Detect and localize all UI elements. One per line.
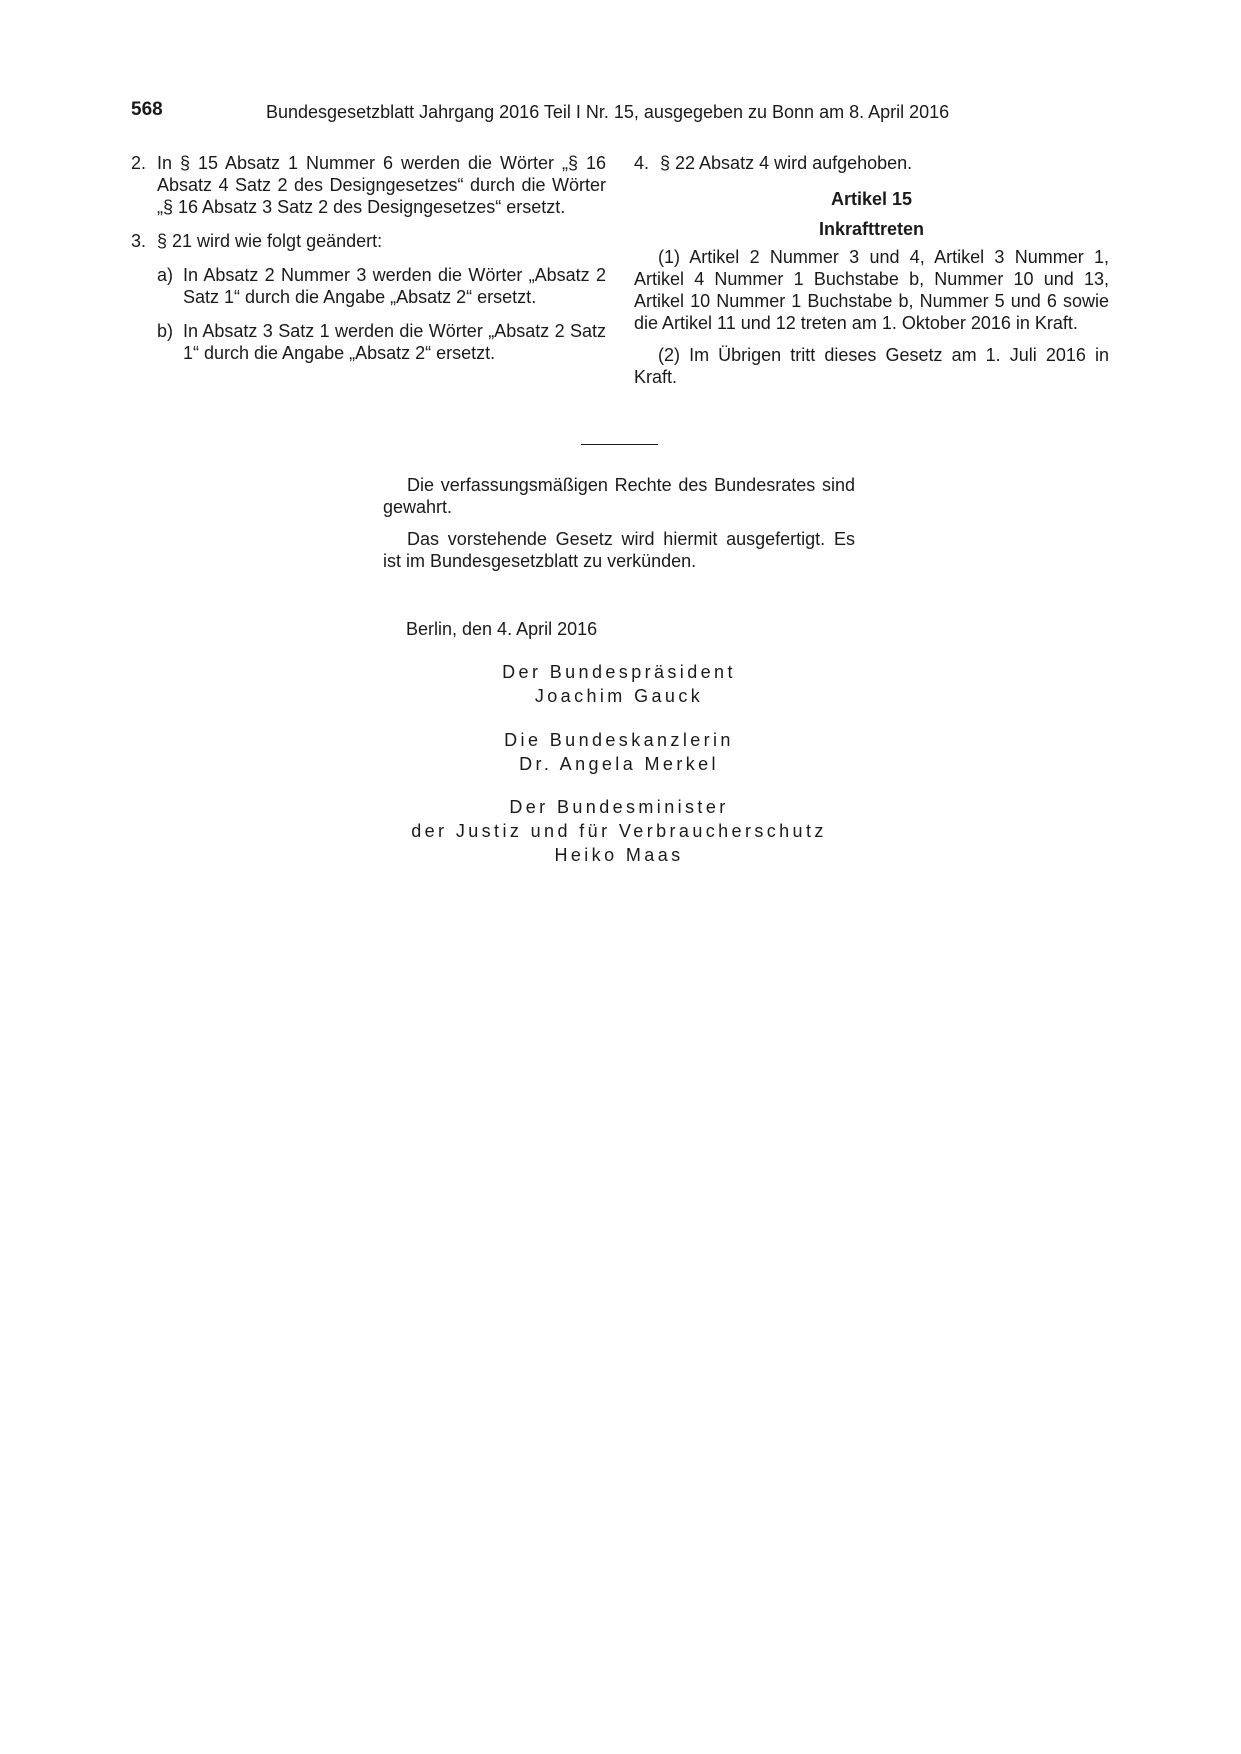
item-text: § 22 Absatz 4 wird aufgehoben.	[660, 153, 913, 173]
article-paragraph-2: (2) Im Übrigen tritt dieses Gesetz am 1. Juli 2016 in Kraft.	[634, 345, 1109, 387]
list-item-4	[634, 152, 1109, 174]
promulgation-statement: Das vorstehende Gesetz wird hiermit ausgefertigt. Es ist im Bundesgesetzblatt zu verkünden.	[383, 529, 855, 571]
item-text: In Absatz 3 Satz 1 werden die Wörter „Absatz 2 Satz 1“ durch die Angabe „Absatz 2“ ersetzt.	[183, 321, 606, 363]
signatory-ministry: der Justiz und für Verbraucherschutz	[411, 821, 827, 841]
rights-statement: Die verfassungsmäßigen Rechte des Bundesrates sind gewahrt.	[383, 475, 855, 517]
article-paragraph-1: (1) Artikel 2 Nummer 3 und 4, Artikel 3 Nummer 1, Artikel 4 Nummer 1 Buchstabe b, Nummer 10 und 13, Artikel 10 Nummer 1 Buchstabe b, Nummer 5 und 6 sowie die Artikel 11 und 12 treten am 1. Oktober 2016 in Kraft.	[634, 247, 1109, 333]
closing-formula	[383, 474, 855, 582]
list-item-2	[131, 152, 606, 218]
place-date: Berlin, den 4. April 2016	[406, 619, 598, 639]
section-divider	[581, 444, 658, 445]
item-text: § 21 wird wie folgt geändert:	[157, 231, 383, 251]
left-column	[131, 152, 606, 376]
signatory-name: Heiko Maas	[554, 845, 684, 865]
running-head: Bundesgesetzblatt Jahrgang 2016 Teil I Nr. 15, ausgegeben zu Bonn am 8. April 2016	[266, 102, 950, 122]
signatory-name: Dr. Angela Merkel	[519, 754, 719, 774]
item-letter: b)	[157, 321, 174, 341]
item-number: 2.	[131, 153, 147, 173]
signatory-title: Der Bundespräsident	[502, 662, 736, 682]
item-text: In Absatz 2 Nummer 3 werden die Wörter „Absatz 2 Satz 1“ durch die Angabe „Absatz 2“ ersetzt.	[183, 265, 606, 307]
list-item-3b	[157, 320, 606, 364]
right-column	[634, 152, 1109, 398]
signature-minister	[383, 795, 855, 867]
list-item-3a	[157, 264, 606, 308]
signatory-title: Die Bundeskanzlerin	[504, 730, 734, 750]
signatory-title: Der Bundesminister	[509, 797, 729, 817]
signatory-name: Joachim Gauck	[534, 686, 704, 706]
article-title: Artikel 15	[830, 189, 913, 209]
list-item-3	[131, 230, 606, 252]
item-number: 4.	[634, 153, 650, 173]
article-subtitle: Inkrafttreten	[818, 219, 925, 239]
signature-president	[383, 660, 855, 708]
item-number: 3.	[131, 231, 147, 251]
signature-chancellor	[383, 728, 855, 776]
item-letter: a)	[157, 265, 174, 285]
item-text: In § 15 Absatz 1 Nummer 6 werden die Wörter „§ 16 Absatz 4 Satz 2 des Designgesetzes“ durch die Wörter „§ 16 Absatz 3 Satz 2 des Designgesetzes“ ersetzt.	[157, 153, 606, 217]
page-number: 568	[131, 99, 163, 120]
